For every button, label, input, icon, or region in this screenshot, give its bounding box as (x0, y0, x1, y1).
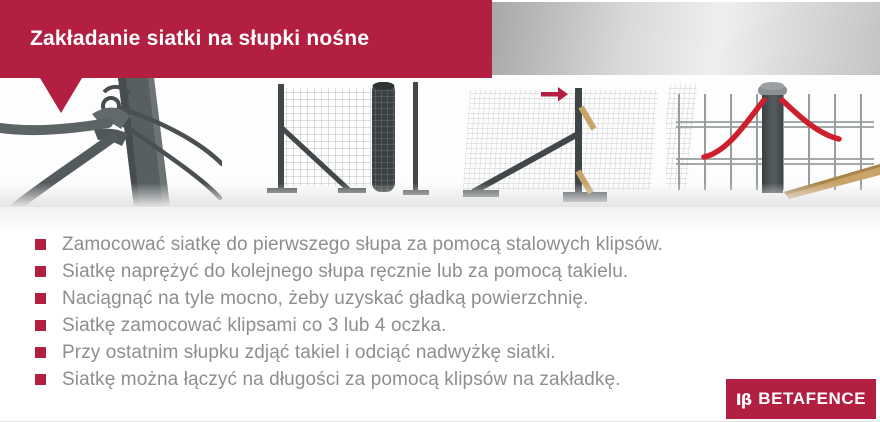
instruction-item (35, 232, 663, 259)
betafence-wordmark: BETAFENCE (758, 389, 867, 408)
bullet-square-icon (35, 293, 46, 304)
pliers-clip-illustration (0, 78, 222, 207)
photo-strip (0, 78, 880, 207)
tensioning-illustration (463, 78, 658, 207)
bullet-square-icon (35, 347, 46, 358)
instruction-text: Siatkę naprężyć do kolejnego słupa ręcznie lub za pomocą takielu. (62, 261, 629, 282)
photo-braced-post-mesh-panel-and-roll (237, 78, 455, 207)
instruction-text: Siatkę zamocować klipsami co 3 lub 4 oczka. (62, 315, 447, 336)
betafence-logo (726, 379, 876, 419)
bullet-square-icon (35, 239, 46, 250)
bullet-square-icon (35, 266, 46, 277)
bullet-square-icon (35, 374, 46, 385)
instruction-text: Siatkę można łączyć na długości za pomocą klipsów na zakładkę. (62, 369, 621, 390)
photo-attaching-clip-with-pliers (0, 78, 222, 207)
instruction-item (35, 313, 663, 340)
floor-shadow (0, 207, 880, 233)
instruction-item (35, 259, 663, 286)
bullet-square-icon (35, 320, 46, 331)
instruction-text: Naciągnąć na tyle mocno, żeby uzyskać gładką powierzchnię. (62, 288, 589, 309)
instruction-item (35, 340, 663, 367)
instruction-list (35, 232, 663, 394)
accent-triangle-pointer (40, 78, 82, 113)
instruction-item (35, 286, 663, 313)
mesh-panel-illustration (237, 78, 455, 207)
header-band (0, 0, 492, 78)
brand-gradient-band (492, 2, 880, 75)
instruction-text: Zamocować siatkę do pierwszego słupa za pomocą stalowych klipsów. (62, 234, 664, 255)
instruction-item (35, 367, 663, 394)
photo-red-tension-wire-over-post (666, 78, 880, 207)
betafence-logo-mark-icon: Iβ (735, 389, 752, 409)
tension-wire-illustration (666, 78, 880, 207)
page-title: Zakładanie siatki na słupki nośne (30, 27, 370, 50)
instruction-text: Przy ostatnim słupku zdjąć takiel i odciąć nadwyżkę siatki. (62, 342, 556, 363)
photo-tensioning-mesh-with-takiel (463, 78, 658, 207)
